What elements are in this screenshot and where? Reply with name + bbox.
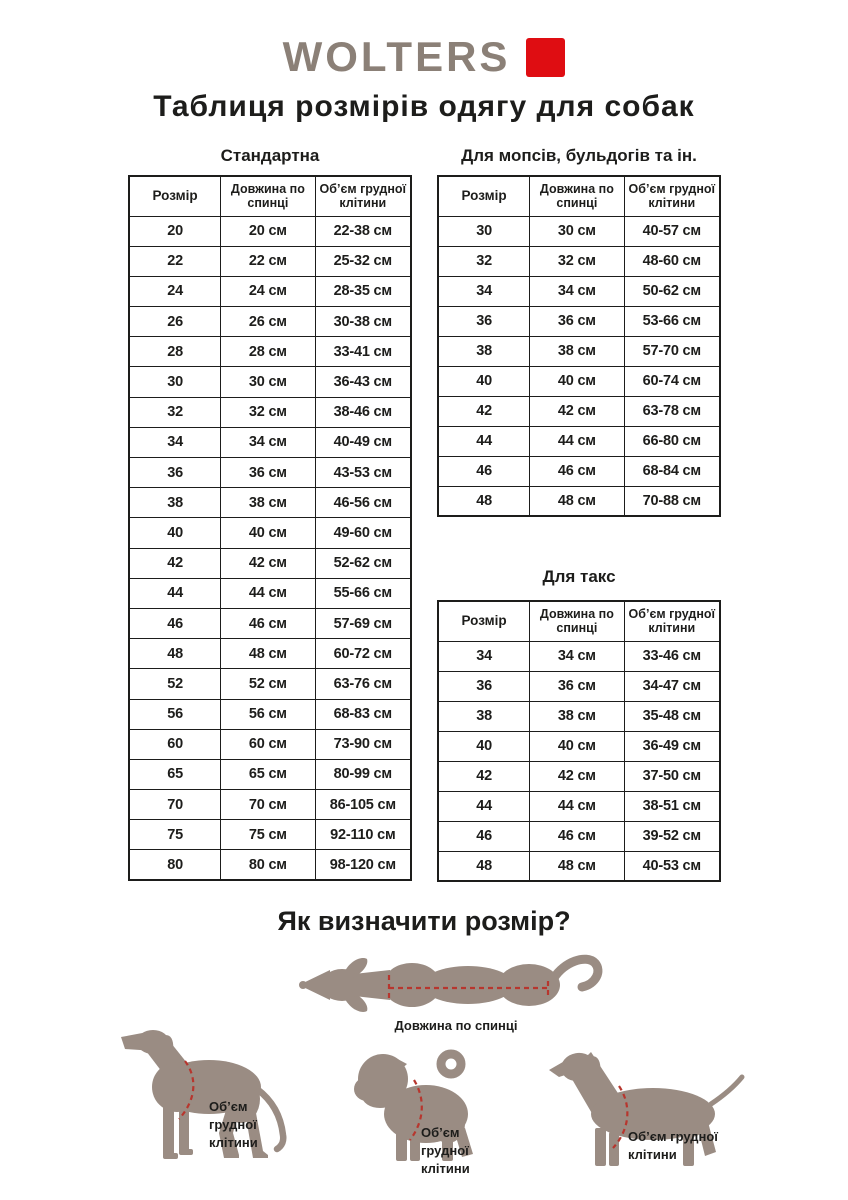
table-cell: 36 см bbox=[530, 306, 624, 336]
table-row bbox=[129, 669, 411, 699]
table-cell: 48 см bbox=[530, 486, 624, 516]
table-row bbox=[438, 731, 720, 761]
table-row bbox=[438, 306, 720, 336]
table-cell: 44 см bbox=[530, 426, 624, 456]
table-row bbox=[129, 307, 411, 337]
bulldog-curled-tail bbox=[441, 1054, 461, 1074]
table-cell: 40 bbox=[438, 366, 530, 396]
table-cell: 42 bbox=[438, 761, 530, 791]
size-table-standard bbox=[128, 175, 412, 881]
table-cell: 42 см bbox=[221, 548, 315, 578]
table-cell: 63-78 см bbox=[624, 396, 720, 426]
table-row bbox=[129, 397, 411, 427]
size-table-pugs-bulldogs bbox=[437, 175, 721, 517]
table-cell: 38-51 см bbox=[624, 791, 720, 821]
table-row bbox=[438, 456, 720, 486]
table-cell: 39-52 см bbox=[624, 821, 720, 851]
table-cell: 38 см bbox=[221, 488, 315, 518]
label-line: клітини bbox=[421, 1161, 470, 1176]
table-cell: 40-53 см bbox=[624, 851, 720, 881]
table-cell: 46-56 см bbox=[315, 488, 411, 518]
table-cell: 22-38 см bbox=[315, 216, 411, 246]
table-row bbox=[129, 488, 411, 518]
table-cell: 30 bbox=[129, 367, 221, 397]
table-cell: 26 bbox=[129, 307, 221, 337]
table-body-standard bbox=[129, 216, 411, 880]
table-cell: 36 см bbox=[221, 458, 315, 488]
brand-name: WOLTERS bbox=[282, 33, 511, 80]
table-cell: 42 bbox=[438, 396, 530, 426]
chest-girth-label-dachshund bbox=[628, 1128, 718, 1164]
table-cell: 60 см bbox=[221, 729, 315, 759]
how-to-measure-heading: Як визначити розмір? bbox=[277, 906, 571, 936]
table-cell: 57-69 см bbox=[315, 608, 411, 638]
table-cell: 24 см bbox=[221, 276, 315, 306]
table-cell: 42 см bbox=[530, 396, 624, 426]
table-cell: 98-120 см bbox=[315, 850, 411, 880]
table-row bbox=[129, 276, 411, 306]
label-line: Об’єм bbox=[209, 1099, 248, 1114]
table-cell: 49-60 см bbox=[315, 518, 411, 548]
table-row bbox=[438, 246, 720, 276]
col-header-size: Розмір bbox=[438, 176, 530, 216]
table-caption-standard: Стандартна bbox=[220, 146, 320, 165]
table-cell: 60-74 см bbox=[624, 366, 720, 396]
table-cell: 60-72 см bbox=[315, 639, 411, 669]
table-cell: 40 bbox=[438, 731, 530, 761]
table-cell: 68-83 см bbox=[315, 699, 411, 729]
table-cell: 33-41 см bbox=[315, 337, 411, 367]
table-cell: 34 bbox=[438, 276, 530, 306]
table-row bbox=[438, 701, 720, 731]
table-cell: 80-99 см bbox=[315, 759, 411, 789]
col-header-chest-girth: Об’єм грудної клітини bbox=[315, 176, 411, 216]
table-row bbox=[129, 578, 411, 608]
table-cell: 46 см bbox=[530, 456, 624, 486]
table-cell: 28-35 см bbox=[315, 276, 411, 306]
size-table-dachshunds bbox=[437, 600, 721, 882]
table-caption-pugs-bulldogs: Для мопсів, бульдогів та ін. bbox=[461, 146, 697, 165]
table-cell: 37-50 см bbox=[624, 761, 720, 791]
table-row bbox=[438, 761, 720, 791]
table-row bbox=[129, 699, 411, 729]
table-cell: 20 bbox=[129, 216, 221, 246]
table-cell: 25-32 см bbox=[315, 246, 411, 276]
table-cell: 60 bbox=[129, 729, 221, 759]
table-cell: 43-53 см bbox=[315, 458, 411, 488]
table-row bbox=[438, 641, 720, 671]
table-cell: 44 bbox=[438, 426, 530, 456]
table-cell: 32 см bbox=[221, 397, 315, 427]
table-cell: 65 см bbox=[221, 759, 315, 789]
table-row bbox=[129, 518, 411, 548]
table-cell: 28 см bbox=[221, 337, 315, 367]
table-cell: 56 см bbox=[221, 699, 315, 729]
table-cell: 68-84 см bbox=[624, 456, 720, 486]
table-row bbox=[438, 671, 720, 701]
table-row bbox=[129, 639, 411, 669]
dog-top-view-silhouette bbox=[299, 958, 560, 1012]
table-caption-dachshunds: Для такс bbox=[542, 567, 616, 586]
table-cell: 40 bbox=[129, 518, 221, 548]
table-row bbox=[129, 820, 411, 850]
table-row bbox=[438, 366, 720, 396]
table-cell: 46 см bbox=[221, 608, 315, 638]
table-cell: 35-48 см bbox=[624, 701, 720, 731]
table-cell: 46 bbox=[438, 456, 530, 486]
table-row bbox=[129, 790, 411, 820]
back-length-label: Довжина по спинці bbox=[394, 1018, 518, 1033]
table-cell: 40-57 см bbox=[624, 216, 720, 246]
table-row bbox=[129, 608, 411, 638]
table-cell: 40-49 см bbox=[315, 427, 411, 457]
table-cell: 30 см bbox=[530, 216, 624, 246]
label-line: клітини bbox=[209, 1135, 258, 1150]
table-cell: 30-38 см bbox=[315, 307, 411, 337]
dog-tail bbox=[554, 959, 598, 987]
page-title: Таблиця розмірів одягу для собак bbox=[153, 90, 695, 123]
table-cell: 46 bbox=[438, 821, 530, 851]
table-cell: 56 bbox=[129, 699, 221, 729]
table-row bbox=[129, 427, 411, 457]
table-cell: 75 см bbox=[221, 820, 315, 850]
table-cell: 65 bbox=[129, 759, 221, 789]
header-row bbox=[129, 176, 411, 216]
table-cell: 38-46 см bbox=[315, 397, 411, 427]
table-cell: 66-80 см bbox=[624, 426, 720, 456]
table-cell: 28 bbox=[129, 337, 221, 367]
table-cell: 70-88 см bbox=[624, 486, 720, 516]
table-cell: 48 bbox=[438, 851, 530, 881]
table-body-dachshunds bbox=[438, 641, 720, 881]
table-row bbox=[438, 276, 720, 306]
table-cell: 63-76 см bbox=[315, 669, 411, 699]
label-line: грудної bbox=[209, 1117, 257, 1132]
table-cell: 80 см bbox=[221, 850, 315, 880]
table-row bbox=[438, 821, 720, 851]
table-row bbox=[129, 759, 411, 789]
table-cell: 34 см bbox=[530, 276, 624, 306]
table-cell: 36 bbox=[129, 458, 221, 488]
header-row bbox=[438, 601, 720, 641]
dachshund-tail bbox=[711, 1077, 742, 1104]
large-dog-illustration bbox=[115, 1027, 290, 1167]
table-row bbox=[129, 458, 411, 488]
table-cell: 55-66 см bbox=[315, 578, 411, 608]
table-cell: 86-105 см bbox=[315, 790, 411, 820]
table-body-pugs-bulldogs bbox=[438, 216, 720, 516]
table-cell: 36 bbox=[438, 671, 530, 701]
col-header-size: Розмір bbox=[438, 601, 530, 641]
table-cell: 42 bbox=[129, 548, 221, 578]
table-row bbox=[129, 548, 411, 578]
table-cell: 50-62 см bbox=[624, 276, 720, 306]
chest-girth-label-bulldog bbox=[421, 1124, 470, 1178]
table-cell: 32 см bbox=[530, 246, 624, 276]
table-cell: 80 bbox=[129, 850, 221, 880]
dog-top-view-illustration bbox=[296, 946, 616, 1024]
table-cell: 48 bbox=[438, 486, 530, 516]
table-cell: 34 bbox=[129, 427, 221, 457]
table-cell: 38 bbox=[438, 336, 530, 366]
table-cell: 20 см bbox=[221, 216, 315, 246]
col-header-back-length: Довжина по спинці bbox=[530, 176, 624, 216]
table-cell: 52-62 см bbox=[315, 548, 411, 578]
col-header-back-length: Довжина по спинці bbox=[530, 601, 624, 641]
label-line: Об’єм грудної bbox=[628, 1129, 718, 1144]
table-cell: 48 см bbox=[221, 639, 315, 669]
table-cell: 53-66 см bbox=[624, 306, 720, 336]
table-cell: 48-60 см bbox=[624, 246, 720, 276]
table-cell: 40 см bbox=[221, 518, 315, 548]
table-row bbox=[129, 246, 411, 276]
label-line: Об’єм bbox=[421, 1125, 460, 1140]
table-cell: 34 см bbox=[530, 641, 624, 671]
table-cell: 24 bbox=[129, 276, 221, 306]
table-row bbox=[129, 729, 411, 759]
table-cell: 48 bbox=[129, 639, 221, 669]
table-cell: 32 bbox=[129, 397, 221, 427]
brand-logo bbox=[0, 33, 848, 80]
table-cell: 46 см bbox=[530, 821, 624, 851]
table-cell: 34 bbox=[438, 641, 530, 671]
table-cell: 44 bbox=[438, 791, 530, 821]
table-cell: 92-110 см bbox=[315, 820, 411, 850]
table-row bbox=[438, 336, 720, 366]
col-header-chest-girth: Об’єм грудної клітини bbox=[624, 601, 720, 641]
table-cell: 36 bbox=[438, 306, 530, 336]
table-cell: 44 см bbox=[530, 791, 624, 821]
table-cell: 40 см bbox=[530, 731, 624, 761]
table-cell: 44 bbox=[129, 578, 221, 608]
table-cell: 38 bbox=[129, 488, 221, 518]
table-cell: 42 см bbox=[530, 761, 624, 791]
table-cell: 46 bbox=[129, 608, 221, 638]
table-cell: 70 см bbox=[221, 790, 315, 820]
table-row bbox=[438, 486, 720, 516]
table-cell: 52 см bbox=[221, 669, 315, 699]
table-cell: 36-49 см bbox=[624, 731, 720, 761]
table-row bbox=[438, 396, 720, 426]
table-cell: 22 см bbox=[221, 246, 315, 276]
brand-red-square-icon bbox=[526, 38, 565, 77]
table-cell: 70 bbox=[129, 790, 221, 820]
col-header-chest-girth: Об’єм грудної клітини bbox=[624, 176, 720, 216]
table-row bbox=[438, 426, 720, 456]
table-cell: 40 см bbox=[530, 366, 624, 396]
table-cell: 36-43 см bbox=[315, 367, 411, 397]
table-cell: 30 bbox=[438, 216, 530, 246]
table-row bbox=[438, 791, 720, 821]
table-cell: 38 bbox=[438, 701, 530, 731]
table-row bbox=[438, 851, 720, 881]
table-cell: 33-46 см bbox=[624, 641, 720, 671]
table-cell: 30 см bbox=[221, 367, 315, 397]
table-row bbox=[129, 850, 411, 880]
table-row bbox=[129, 367, 411, 397]
table-cell: 32 bbox=[438, 246, 530, 276]
table-cell: 26 см bbox=[221, 307, 315, 337]
table-cell: 34 см bbox=[221, 427, 315, 457]
table-cell: 38 см bbox=[530, 336, 624, 366]
table-cell: 38 см bbox=[530, 701, 624, 731]
label-line: грудної bbox=[421, 1143, 469, 1158]
table-cell: 48 см bbox=[530, 851, 624, 881]
col-header-back-length: Довжина по спинці bbox=[221, 176, 315, 216]
table-cell: 73-90 см bbox=[315, 729, 411, 759]
table-row bbox=[129, 216, 411, 246]
label-line: клітини bbox=[628, 1147, 677, 1162]
table-cell: 22 bbox=[129, 246, 221, 276]
col-header-size: Розмір bbox=[129, 176, 221, 216]
table-cell: 52 bbox=[129, 669, 221, 699]
table-cell: 57-70 см bbox=[624, 336, 720, 366]
table-cell: 34-47 см bbox=[624, 671, 720, 701]
table-row bbox=[129, 337, 411, 367]
chest-girth-label-large-dog bbox=[209, 1098, 258, 1152]
table-cell: 75 bbox=[129, 820, 221, 850]
table-row bbox=[438, 216, 720, 246]
header-row bbox=[438, 176, 720, 216]
table-cell: 44 см bbox=[221, 578, 315, 608]
table-cell: 36 см bbox=[530, 671, 624, 701]
